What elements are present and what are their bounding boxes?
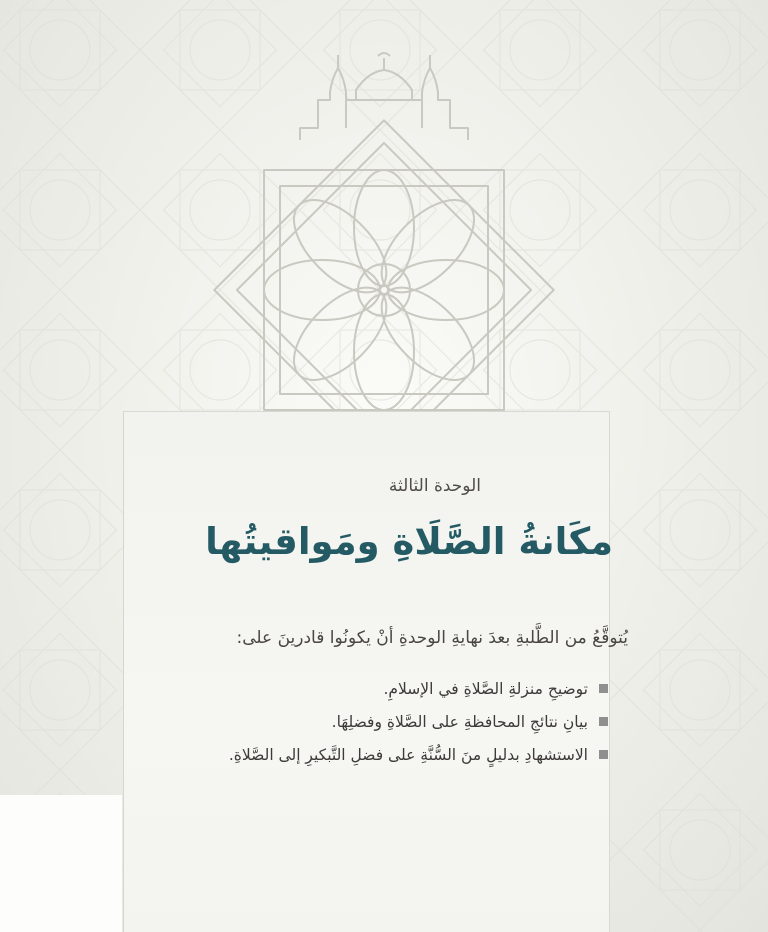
objective-item [229, 672, 608, 705]
unit-number-label: الوحدة الثالثة [388, 476, 481, 496]
objective-item [229, 705, 608, 738]
square-bullet-icon [599, 717, 608, 726]
objective-text: الاستشهادِ بدليلٍ منَ السُّنَّةِ على فضلِ التَّبكيرِ إلى الصَّلاةِ. [228, 745, 588, 764]
square-bullet-icon [599, 684, 608, 693]
square-bullet-icon [599, 750, 608, 759]
objectives-intro: يُتوقَّعُ من الطَّلبةِ بعدَ نهايةِ الوحدةِ أنْ يكونُوا قادرينَ على: [236, 628, 628, 648]
objective-text: بيانِ نتائجِ المحافظةِ على الصَّلاةِ وفضلِهَا. [331, 712, 588, 731]
unit-title: مكَانةُ الصَّلَاةِ ومَواقيتُها [205, 520, 613, 563]
objective-text: توضيحِ منزلةِ الصَّلاةِ في الإسلامِ. [383, 679, 588, 698]
objective-item [229, 738, 608, 771]
objectives-list [229, 672, 608, 771]
page-margin-strip [0, 795, 122, 932]
